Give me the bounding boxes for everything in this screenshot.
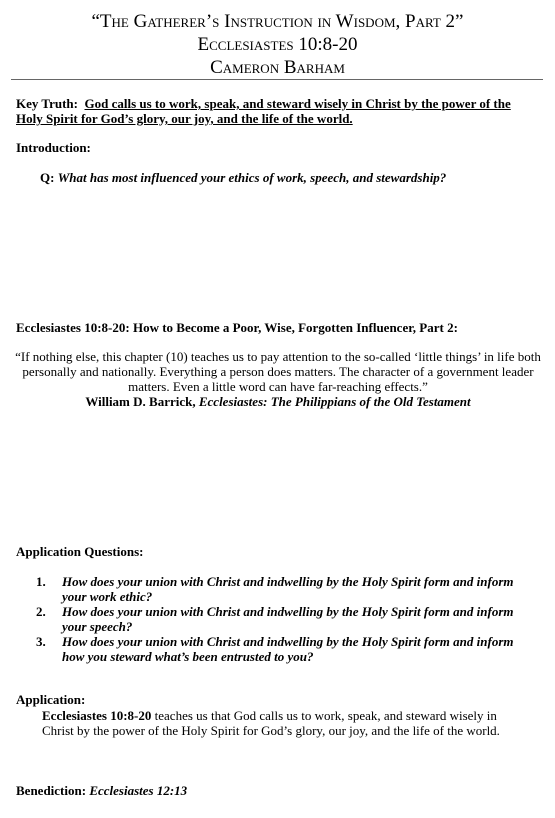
quote-author: William D. Barrick, <box>85 394 196 409</box>
benediction-reference: Ecclesiastes 12:13 <box>89 783 188 798</box>
list-item <box>16 634 526 664</box>
sermon-speaker: Cameron Barham <box>210 57 345 78</box>
quote-attribution <box>14 394 542 409</box>
application-label: Application: <box>16 692 86 707</box>
question-label: Q: <box>40 170 55 185</box>
benediction-label: Benediction: <box>16 783 87 798</box>
sermon-title: “The Gatherer’s Instruction in Wisdom, Part 2” <box>91 11 464 32</box>
application-questions-label: Application Questions: <box>16 544 144 559</box>
application-body <box>42 708 502 738</box>
item-number: 1. <box>36 574 46 589</box>
introduction-label: Introduction: <box>16 140 91 155</box>
item-number: 3. <box>36 634 46 649</box>
key-truth <box>16 96 536 126</box>
benediction <box>16 783 187 798</box>
section-heading: Ecclesiastes 10:8-20: How to Become a Poor, Wise, Forgotten Influencer, Part 2: <box>16 320 458 335</box>
quote-text: “If nothing else, this chapter (10) teaches us to pay attention to the so-called ‘little things’ in life both personally and nationally. Everything a person does matters. The character of a government leader matters. Even a little word can have far-reaching effects.” <box>15 349 541 394</box>
application-reference: Ecclesiastes 10:8-20 <box>42 708 152 723</box>
item-text: How does your union with Christ and indwelling by the Holy Spirit form and inform your work ethic? <box>62 574 514 604</box>
question-text: What has most influenced your ethics of work, speech, and stewardship? <box>57 170 447 185</box>
header-divider <box>11 79 543 80</box>
quote-source: Ecclesiastes: The Philippians of the Old Testament <box>198 394 471 409</box>
key-truth-label: Key Truth: <box>16 96 78 111</box>
key-truth-text: God calls us to work, speak, and steward wisely in Christ by the power of the Holy Spirit for God’s glory, our joy, and the life of the world. <box>16 96 511 126</box>
application-text: teaches us that God calls us to work, speak, and steward wisely in Christ by the power of the Holy Spirit for God’s glory, our joy, and the life of the world. <box>42 708 500 738</box>
item-number: 2. <box>36 604 46 619</box>
list-item <box>16 574 526 604</box>
sermon-passage: Ecclesiastes 10:8-20 <box>197 34 358 55</box>
introduction-question <box>40 170 446 185</box>
list-item <box>16 604 526 634</box>
item-text: How does your union with Christ and indwelling by the Holy Spirit form and inform your speech? <box>62 604 514 634</box>
application-questions-list <box>16 574 526 664</box>
document-header <box>0 10 555 79</box>
item-text: How does your union with Christ and indwelling by the Holy Spirit form and inform how you steward what’s been entrusted to you? <box>62 634 514 664</box>
block-quote <box>14 349 542 409</box>
